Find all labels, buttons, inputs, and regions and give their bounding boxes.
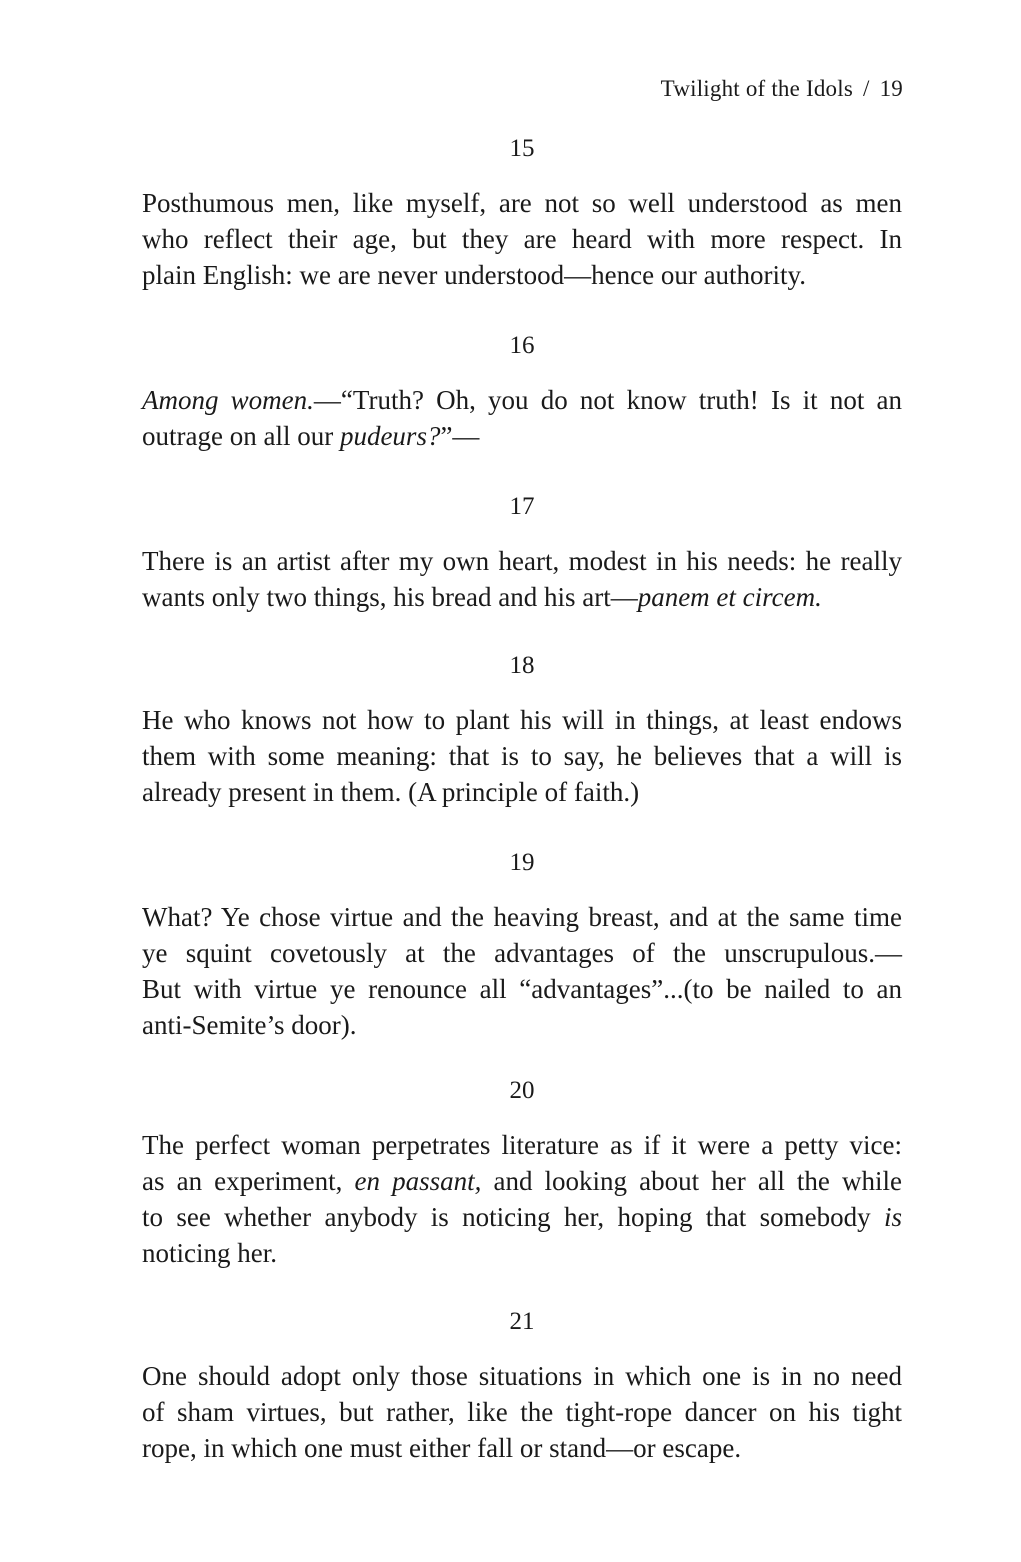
aphorism-text [142,185,902,293]
text-span: ”— [440,421,480,451]
aphorism-21 [142,1304,902,1466]
text-line: One should adopt only those situations in which one is in no need [142,1361,902,1391]
text-line [142,579,902,615]
text-line: ye squint covetously at the advantages of the unscrupulous.— [142,938,902,968]
text-line: The perfect woman perpetrates literature as if it were a petty vice: [142,1130,902,1160]
aphorism-text [142,1358,902,1466]
text-line: He who knows not how to plant his will in things, at least endows [142,705,902,735]
aphorism-18 [142,648,902,810]
text-line: who reflect their age, but they are heard with more respect. In [142,224,902,254]
text-line [142,418,902,454]
text-line: noticing her. [142,1238,277,1268]
text-line: There is an artist after my own heart, modest in his needs: he really [142,546,902,576]
running-head [661,76,903,102]
text-span: outrage on all our [142,421,340,451]
aphorism-number: 18 [509,652,535,679]
aphorism-number: 21 [509,1308,535,1335]
text-line: What? Ye chose virtue and the heaving breast, and at the same time [142,902,902,932]
text-span: to see whether anybody is noticing her, hoping that somebody [142,1202,884,1232]
aphorism-number: 20 [509,1077,535,1104]
aphorism-text [142,382,902,454]
aphorism-number: 19 [509,849,535,876]
book-title: Twilight of the Idols [660,76,853,101]
text-span: and looking about her all the while [481,1166,902,1196]
aphorism-text [142,702,902,810]
text-span: wants only two things, his bread and his art— [142,582,638,612]
text-line: of sham virtues, but rather, like the tight-rope dancer on his tight [142,1397,902,1427]
aphorism-number: 15 [509,135,535,162]
text-line [142,1199,902,1235]
italic-phrase: Among women. [142,385,314,415]
italic-phrase: pudeurs? [339,421,441,451]
text-span: —“Truth? Oh, you do not know truth! Is it not an [313,385,902,415]
aphorism-16 [142,328,902,454]
text-line [142,382,902,418]
aphorism-19 [142,845,902,1043]
text-line: rope, in which one must either fall or stand—or escape. [142,1433,742,1463]
text-span: as an experiment, [142,1166,355,1196]
text-line: But with virtue ye renounce all “advantages”...(to be nailed to an [142,974,902,1004]
text-line: plain English: we are never understood—hence our authority. [142,260,807,290]
text-line: already present in them. (A principle of faith.) [142,777,640,807]
text-line [142,1163,902,1199]
text-line: anti-Semite’s door). [142,1010,357,1040]
text-line: them with some meaning: that is to say, he believes that a will is [142,741,902,771]
aphorism-number: 16 [509,332,535,359]
italic-phrase: panem et circem. [637,582,822,612]
italic-phrase: is [883,1202,902,1232]
header-separator: / [863,76,870,101]
aphorism-text [142,899,902,1043]
aphorism-number: 17 [509,493,535,520]
aphorism-20 [142,1073,902,1271]
text-line: Posthumous men, like myself, are not so well understood as men [142,188,902,218]
aphorism-17 [142,489,902,615]
aphorism-text [142,1127,902,1271]
page-number: 19 [879,76,903,101]
italic-phrase: en passant, [354,1166,482,1196]
aphorism-text [142,543,902,615]
aphorism-15 [142,131,902,293]
